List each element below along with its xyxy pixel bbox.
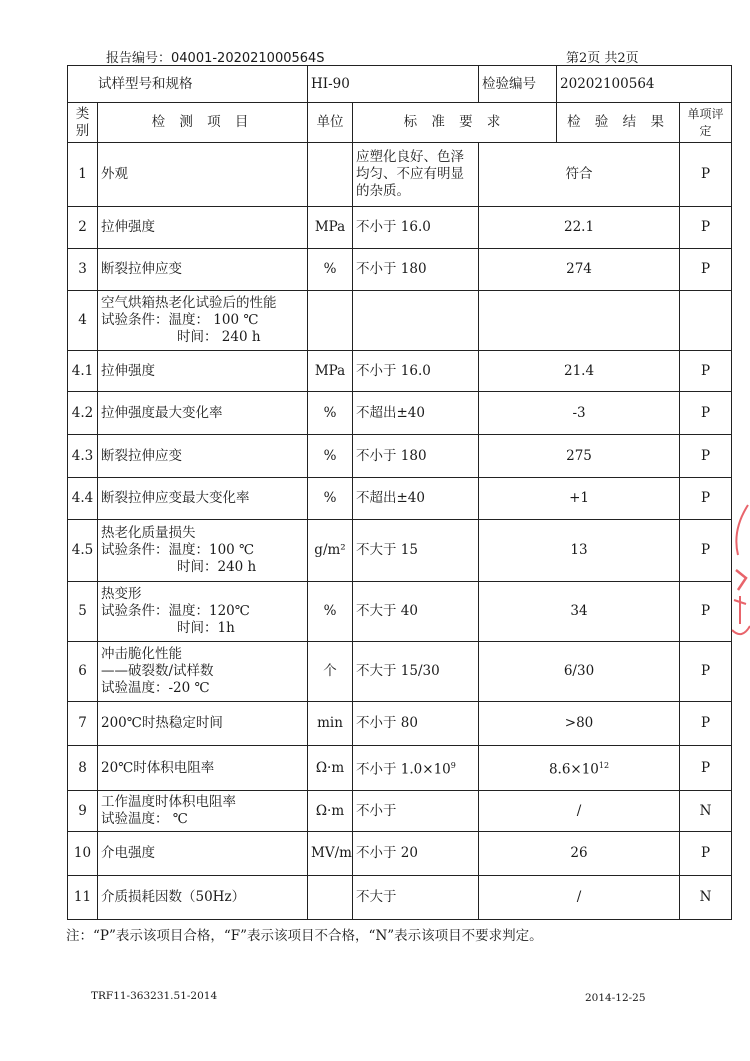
row-item: 断裂拉伸应变 <box>98 249 308 291</box>
row-standard: 不大于 <box>353 876 479 920</box>
row-result: -3 <box>479 392 680 435</box>
row-no: 4 <box>68 291 98 351</box>
table-row <box>68 876 732 920</box>
row-unit: 个 <box>308 642 353 702</box>
inspection-no-value: 20202100564 <box>557 66 732 103</box>
row-standard <box>353 291 479 351</box>
row-item: 拉伸强度 <box>98 351 308 392</box>
seal-stamp-fragment <box>728 500 750 650</box>
row-unit: g/m² <box>308 520 353 582</box>
row-judgement: P <box>680 207 732 249</box>
row-unit: % <box>308 249 353 291</box>
row-item: 介质损耗因数（50Hz） <box>98 876 308 920</box>
row-no: 2 <box>68 207 98 249</box>
column-header-row <box>68 103 732 143</box>
row-judgement: N <box>680 791 732 832</box>
item-line: 冲击脆化性能 <box>101 646 182 662</box>
row-item <box>98 642 308 702</box>
legend-note: 注：“P”表示该项目合格，“F”表示该项目不合格，“N”表示该项目不要求判定。 <box>66 928 543 944</box>
row-no: 4.3 <box>68 435 98 478</box>
standard-text: 不小于 1.0×10 <box>356 761 451 778</box>
row-item <box>98 582 308 642</box>
item-line: 试验温度：-20 ℃ <box>101 680 210 696</box>
row-judgement: P <box>680 435 732 478</box>
row-item: 20℃时体积电阻率 <box>98 746 308 791</box>
row-unit: % <box>308 478 353 520</box>
row-judgement: P <box>680 392 732 435</box>
row-standard: 不小于 16.0 <box>353 351 479 392</box>
row-result: 符合 <box>479 143 680 207</box>
item-line: ——破裂数/试样数 <box>101 663 214 679</box>
col-item: 检 测 项 目 <box>98 103 308 143</box>
item-line: 试验条件：温度： 100 ℃ <box>101 312 259 328</box>
row-standard: 不超出±40 <box>353 478 479 520</box>
inspection-no-label: 检验编号 <box>479 66 557 103</box>
row-standard: 不超出±40 <box>353 392 479 435</box>
sample-info-row <box>68 66 732 103</box>
row-judgement: P <box>680 746 732 791</box>
row-unit <box>308 143 353 207</box>
item-line: 时间：240 h <box>177 559 257 575</box>
row-judgement: N <box>680 876 732 920</box>
result-text: 8.6×10 <box>548 761 599 778</box>
form-date: 2014-12-25 <box>585 992 646 1004</box>
row-judgement <box>680 291 732 351</box>
table-row <box>68 143 732 207</box>
item-line: 试验条件：温度：100 ℃ <box>101 542 255 558</box>
table-row <box>68 207 732 249</box>
row-no: 1 <box>68 143 98 207</box>
row-result <box>479 746 680 791</box>
row-result: 275 <box>479 435 680 478</box>
row-result: 34 <box>479 582 680 642</box>
item-line: 工作温度时体积电阻率 <box>101 794 236 810</box>
row-item: 200℃时热稳定时间 <box>98 702 308 746</box>
result-exponent: 12 <box>598 761 610 771</box>
form-code: TRF11-363231.51-2014 <box>91 990 218 1002</box>
row-result: +1 <box>479 478 680 520</box>
col-standard: 标 准 要 求 <box>353 103 557 143</box>
row-judgement: P <box>680 832 732 876</box>
table-row <box>68 435 732 478</box>
row-item: 介电强度 <box>98 832 308 876</box>
table-row <box>68 392 732 435</box>
row-no: 9 <box>68 791 98 832</box>
row-judgement: P <box>680 520 732 582</box>
row-unit: MPa <box>308 351 353 392</box>
model-value: HI-90 <box>308 66 479 103</box>
row-standard: 不小于 180 <box>353 249 479 291</box>
row-item: 断裂拉伸应变最大变化率 <box>98 478 308 520</box>
row-no: 10 <box>68 832 98 876</box>
row-unit: Ω·m <box>308 791 353 832</box>
row-no: 6 <box>68 642 98 702</box>
row-no: 3 <box>68 249 98 291</box>
row-standard: 不大于 15 <box>353 520 479 582</box>
table-row <box>68 351 732 392</box>
row-item: 拉伸强度最大变化率 <box>98 392 308 435</box>
report-number: 报告编号：04001-202021000564S <box>106 51 325 66</box>
row-standard: 应塑化良好、色泽均匀、不应有明显的杂质。 <box>353 143 479 207</box>
row-standard: 不大于 40 <box>353 582 479 642</box>
row-standard: 不大于 15/30 <box>353 642 479 702</box>
row-result: 21.4 <box>479 351 680 392</box>
row-result: / <box>479 876 680 920</box>
table-row <box>68 520 732 582</box>
item-line: 试验条件：温度：120℃ <box>101 603 250 619</box>
col-unit: 单位 <box>308 103 353 143</box>
table-row <box>68 702 732 746</box>
row-unit: min <box>308 702 353 746</box>
col-category: 类别 <box>68 103 98 143</box>
row-unit: MPa <box>308 207 353 249</box>
row-no: 11 <box>68 876 98 920</box>
row-standard: 不小于 20 <box>353 832 479 876</box>
item-line: 热老化质量损失 <box>101 525 196 541</box>
row-standard <box>353 746 479 791</box>
page-indicator: 第2页 共2页 <box>566 51 639 66</box>
row-unit: % <box>308 582 353 642</box>
row-judgement: P <box>680 642 732 702</box>
row-judgement: P <box>680 249 732 291</box>
item-line: 时间： 240 h <box>177 329 261 345</box>
row-no: 4.5 <box>68 520 98 582</box>
row-standard: 不小于 <box>353 791 479 832</box>
item-line: 热变形 <box>101 586 142 602</box>
row-no: 7 <box>68 702 98 746</box>
row-judgement: P <box>680 582 732 642</box>
table-row <box>68 249 732 291</box>
row-no: 4.4 <box>68 478 98 520</box>
row-unit <box>308 291 353 351</box>
row-unit <box>308 876 353 920</box>
row-item <box>98 291 308 351</box>
row-result <box>479 291 680 351</box>
row-result: >80 <box>479 702 680 746</box>
table-row <box>68 291 732 351</box>
table-row <box>68 791 732 832</box>
row-standard: 不小于 180 <box>353 435 479 478</box>
item-line: 空气烘箱热老化试验后的性能 <box>101 295 277 311</box>
table-row <box>68 478 732 520</box>
row-result: 6/30 <box>479 642 680 702</box>
col-result: 检 验 结 果 <box>557 103 680 143</box>
row-item: 外观 <box>98 143 308 207</box>
col-judgement: 单项评定 <box>680 103 732 143</box>
table-row <box>68 642 732 702</box>
item-line: 时间：1h <box>177 620 235 636</box>
row-unit: % <box>308 435 353 478</box>
row-item: 拉伸强度 <box>98 207 308 249</box>
standard-exponent: 9 <box>450 761 456 771</box>
row-item: 断裂拉伸应变 <box>98 435 308 478</box>
row-item <box>98 520 308 582</box>
row-judgement: P <box>680 143 732 207</box>
row-result: 26 <box>479 832 680 876</box>
row-judgement: P <box>680 351 732 392</box>
row-result: / <box>479 791 680 832</box>
row-result: 13 <box>479 520 680 582</box>
row-unit: MV/m <box>308 832 353 876</box>
item-line: 试验温度： ℃ <box>101 811 188 827</box>
table-row <box>68 832 732 876</box>
row-standard: 不小于 16.0 <box>353 207 479 249</box>
row-result: 274 <box>479 249 680 291</box>
row-no: 4.1 <box>68 351 98 392</box>
row-result: 22.1 <box>479 207 680 249</box>
table-row <box>68 582 732 642</box>
row-unit: % <box>308 392 353 435</box>
row-no: 8 <box>68 746 98 791</box>
row-judgement: P <box>680 478 732 520</box>
row-item <box>98 791 308 832</box>
row-no: 5 <box>68 582 98 642</box>
test-report-table <box>67 65 732 920</box>
table-row <box>68 746 732 791</box>
row-no: 4.2 <box>68 392 98 435</box>
model-label: 试样型号和规格 <box>68 66 308 103</box>
row-standard: 不小于 80 <box>353 702 479 746</box>
row-unit: Ω·m <box>308 746 353 791</box>
row-judgement: P <box>680 702 732 746</box>
